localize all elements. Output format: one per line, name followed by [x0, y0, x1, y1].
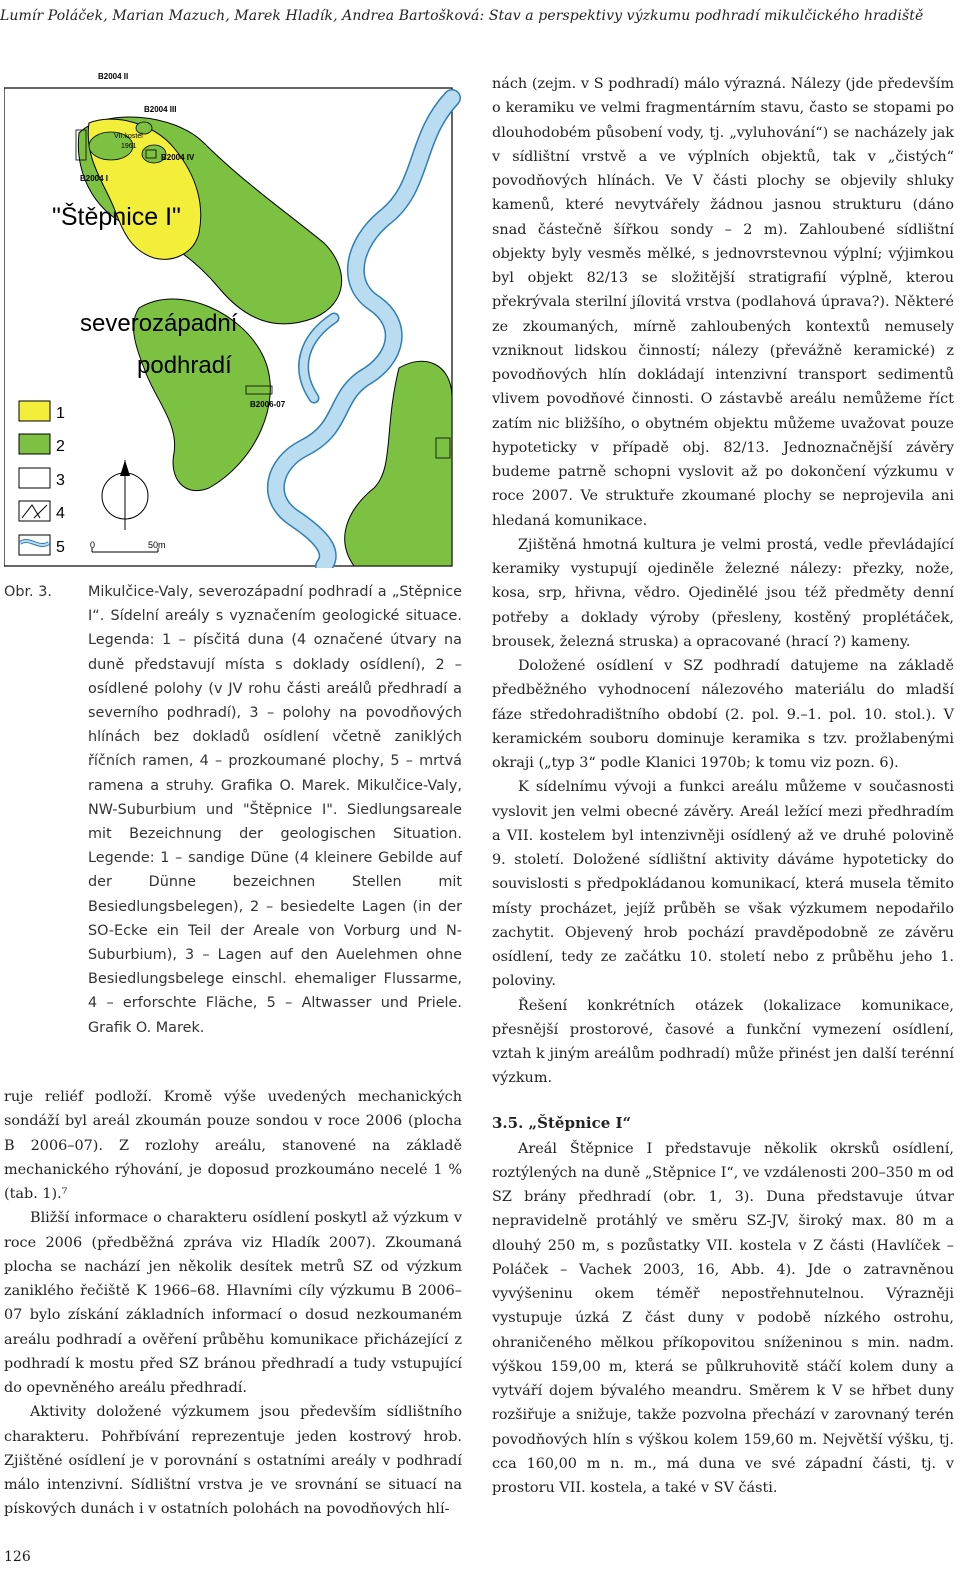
region-label-1: severozápadní [80, 310, 238, 337]
label-vii-kostel: VII.kostel [114, 133, 143, 140]
scale-end: 50m [148, 540, 166, 550]
label-1961: 1961 [121, 143, 137, 150]
legend-label-1: 1 [56, 405, 65, 422]
scale-start: 0 [90, 540, 96, 550]
section-heading: 3.5. „Štěpnice I“ [492, 1113, 632, 1132]
legend-label-5: 5 [56, 539, 65, 556]
page-number: 126 [4, 1549, 31, 1565]
legend-label-3: 3 [56, 472, 65, 489]
legend-swatch-2 [19, 434, 50, 454]
legend-label-4: 4 [56, 505, 65, 522]
label-b2004-ii: B2004 II [98, 72, 129, 81]
region-label-2: podhradí [137, 352, 232, 379]
section-paragraph: Areál Štěpnice I představuje několik okrsků osídlení, roztýlených na duně „Stěpnice I“, ve vzdálenosti 200–350 m od SZ brány předhradí (obr. 1, 3). Duna představuje útvar nepravidelně protáhlý ve směru SZ-JV, široký max. 80 m a dlouhý 250 m, s pozůstatky VII. kostela v Z části (Havlíček – Poláček – Vachek 2003, 16, Abb. 4). Jde o zatravněnou vyvýšeninu okem téměř nepostřehnutelnou. Výrazněji vystupuje úzká Z část duny v podobě nízkého ostrohu, ohraničeného mělkou příkopovitou sníženinou s min. nadm. výškou 159,00 m, která se půlkruhovitě stáčí kolem duny a vytváří dojem bývalého meandru. Směrem k V se hřbet duny rozšiřuje a snižuje, takže pozvolna přechází v zarovnaný terén povodňových hlín s výškou kolem 159,60 m. Největší výšku, tj. cca 160,00 m n. m., má duna ve své západní části, tj. v prostoru VII. kostela, a také v SV části. [492, 1140, 954, 1496]
legend-swatch-3 [19, 468, 50, 488]
figure-caption [4, 580, 462, 1040]
left-column [4, 1085, 462, 1522]
right-paragraph-5: Řešení konkrétních otázek (lokalizace komunikace, přesnější prostorové, časové a funkční vymezení osídlení, vztah k jiným areálům podhradí) může přinést jen další terénní výzkum. [492, 997, 954, 1087]
right-paragraph-2: Zjištěná hmotná kultura je velmi prostá, vedle převládající keramiky vystupují ojediněle železné nálezy: přezky, nože, kosa, srp, hřivna, vědro. Ojedinělé jsou též předměty denní potřeby a doklady výroby (přesleny, kostěný proplétáček, brousek, železná struska) a opracované (hrací ?) kameny. [492, 536, 954, 650]
left-paragraph-3: Aktivity doložené výzkumem jsou především sídlištního charakteru. Pohřbívání reprezentuje jeden kostrový hrob. Zjištěné osídlení je v porovnání s ostatními areály v podhradí málo intenzivní. Sídlištní vrstva je ve srovnání se situací na pískových dunách i v ostatních polohách na povodňových hlí- [4, 1404, 462, 1518]
legend-label-2: 2 [56, 438, 65, 455]
figure-map [4, 68, 462, 568]
right-paragraph-4: K sídelnímu vývoji a funkci areálu můžeme v současnosti vyslovit jen velmi obecné závěry. Areál ležící mezi předhradím a VII. kostelem byl intenzivněji osídlený až ve druhé polovině 9. století. Doložené sídlištní aktivity dáváme hypoteticky do souvislosti s předpokládanou komunikací, která musela těmito místy procházet, jejíž průběh se však výzkumem nepodařilo zachytit. Objevený hrob pochází pravděpodobně ze závěru osídlení, tedy ze začátku 10. století nebo z průběhu jeho 1. poloviny. [492, 779, 954, 990]
left-paragraph-2: Bližší informace o charakteru osídlení poskytl až výzkum v roce 2006 (předběžná zpráva viz Hladík 2007). Zkoumaná plocha se nachází jen několik desítek metrů SZ od výzkum zaniklého řečiště K 1966–68. Hlavními cíly výzkumu B 2006–07 bylo získání základních informací o dosud nezkoumaném areálu podhradí a ověření průběhu komunikace přicházející z podhradí k mostu před SZ bránou předhradí a tudy vstupující do opevněného areálu předhradí. [4, 1210, 462, 1396]
legend-swatch-5 [19, 535, 50, 555]
running-header: Lumír Poláček, Marian Mazuch, Marek Hladík, Andrea Bartošková: Stav a perspektivy výzkumu podhradí mikulčického hradiště [0, 8, 924, 24]
figure-label: Obr. 3. [4, 584, 52, 600]
legend-swatch-4 [19, 501, 50, 521]
left-paragraph-1: ruje reliéf podloží. Kromě výše uvedených mechanických sondáží byl areál zkoumán pouze sondou v roce 2006 (plocha B 2006–07). Z rozlohy areálu, stanovené na základě mechanického rýhování, je doposud prozkoumáno necelé 1 % (tab. 1).⁷ [4, 1089, 462, 1202]
label-b2004-i: B2004 I [80, 174, 109, 183]
label-b2006-07: B2006-07 [250, 400, 286, 409]
label-b2004-iv: B2004 IV [161, 153, 195, 162]
right-paragraph-1: nách (zejm. v S podhradí) málo výrazná. Nálezy (jde především o keramiku ve velmi fragmentárním stavu, často se stopami po dlouhodobém působení vody, tj. „vyluhování“) se nacházely jak v sídlištní vrstvě a ve výplních objektů, tak v „čistých“ povodňových hlínách. Ve V části plochy se objevily shluky kamenů, které nevytvářely žádnou jasnou strukturu (dáno snad částečně šířkou sondy – 2 m). Zahloubené sídlištní objekty byly vesměs mělké, s jednovrstevnou výplní; výjimkou byl objekt 82/13 se složitější stratigrafií výplně, kterou překrývala sterilní jílovitá vrstva (podlahová úprava?). Některé ze zkoumaných, mírně zahloubených kontextů nemusely vzniknout lidskou činností; nálezy (převážně keramické) z povodňových hlín dokládají intenzivní transport sedimentů vlivem povodňové činnosti. O zástavbě areálu nemůžeme říct zatím nic bližšího, o obytném objektu můžeme uvažovat pouze hypoteticky v případě obj. 82/13. Jednoznačnější závěry budeme patrně schopni vyslovit až po dokončení výzkumu v roce 2007. Ve struktuře zkoumané plochy se neprojevila ani hledaná komunikace. [492, 76, 954, 529]
map-title: "Štěpnice I" [52, 203, 181, 231]
figure-caption-text: Mikulčice-Valy, severozápadní podhradí a „Stěpnice I“. Sídelní areály s vyznačením geologické situace. Legenda: 1 – písčitá duna (4 označené útvary na duně představují místa s doklady osídlení), 2 – osídlené polohy (v JV rohu části areálů předhradí a severního podhradí), 3 – polohy na povodňových hlínách bez dokladů osídlení včetně zaniklých říčních ramen, 4 – prozkoumané plochy, 5 – mrtvá ramena a struhy. Grafika O. Marek. Mikulčice-Valy, NW-Suburbium und "Štěpnice I". Siedlungsareale mit Bezeichnung der geologischen Situation. Legende: 1 – sandige Düne (4 kleinere Gebilde auf der Dünne bezeichnen Stellen mit Besiedlungsbelegen), 2 – besiedelte Lagen (in der SO-Ecke ein Teil der Areale von Vorburg und N-Suburbium), 3 – Lagen auf den Auelehmen ohne Besiedlungsbelege einschl. ehemaliger Flussarme, 4 – erforschte Fläche, 5 – Altwasser und Priele. Grafik O. Marek. [88, 584, 462, 1036]
right-paragraph-3: Doložené osídlení v SZ podhradí datujeme na základě předběžného vyhodnocení nálezového materiálu do mladší fáze středohradištního období (2. pol. 9.–1. pol. 10. stol.). V keramickém souboru dominuje keramika s tzv. prožlabenými okraji („typ 3“ podle Klanici 1970b; k tomu viz pozn. 6). [492, 658, 954, 771]
right-column [492, 72, 954, 1500]
label-b2004-iii: B2004 III [144, 105, 177, 114]
legend-swatch-1 [19, 401, 50, 421]
